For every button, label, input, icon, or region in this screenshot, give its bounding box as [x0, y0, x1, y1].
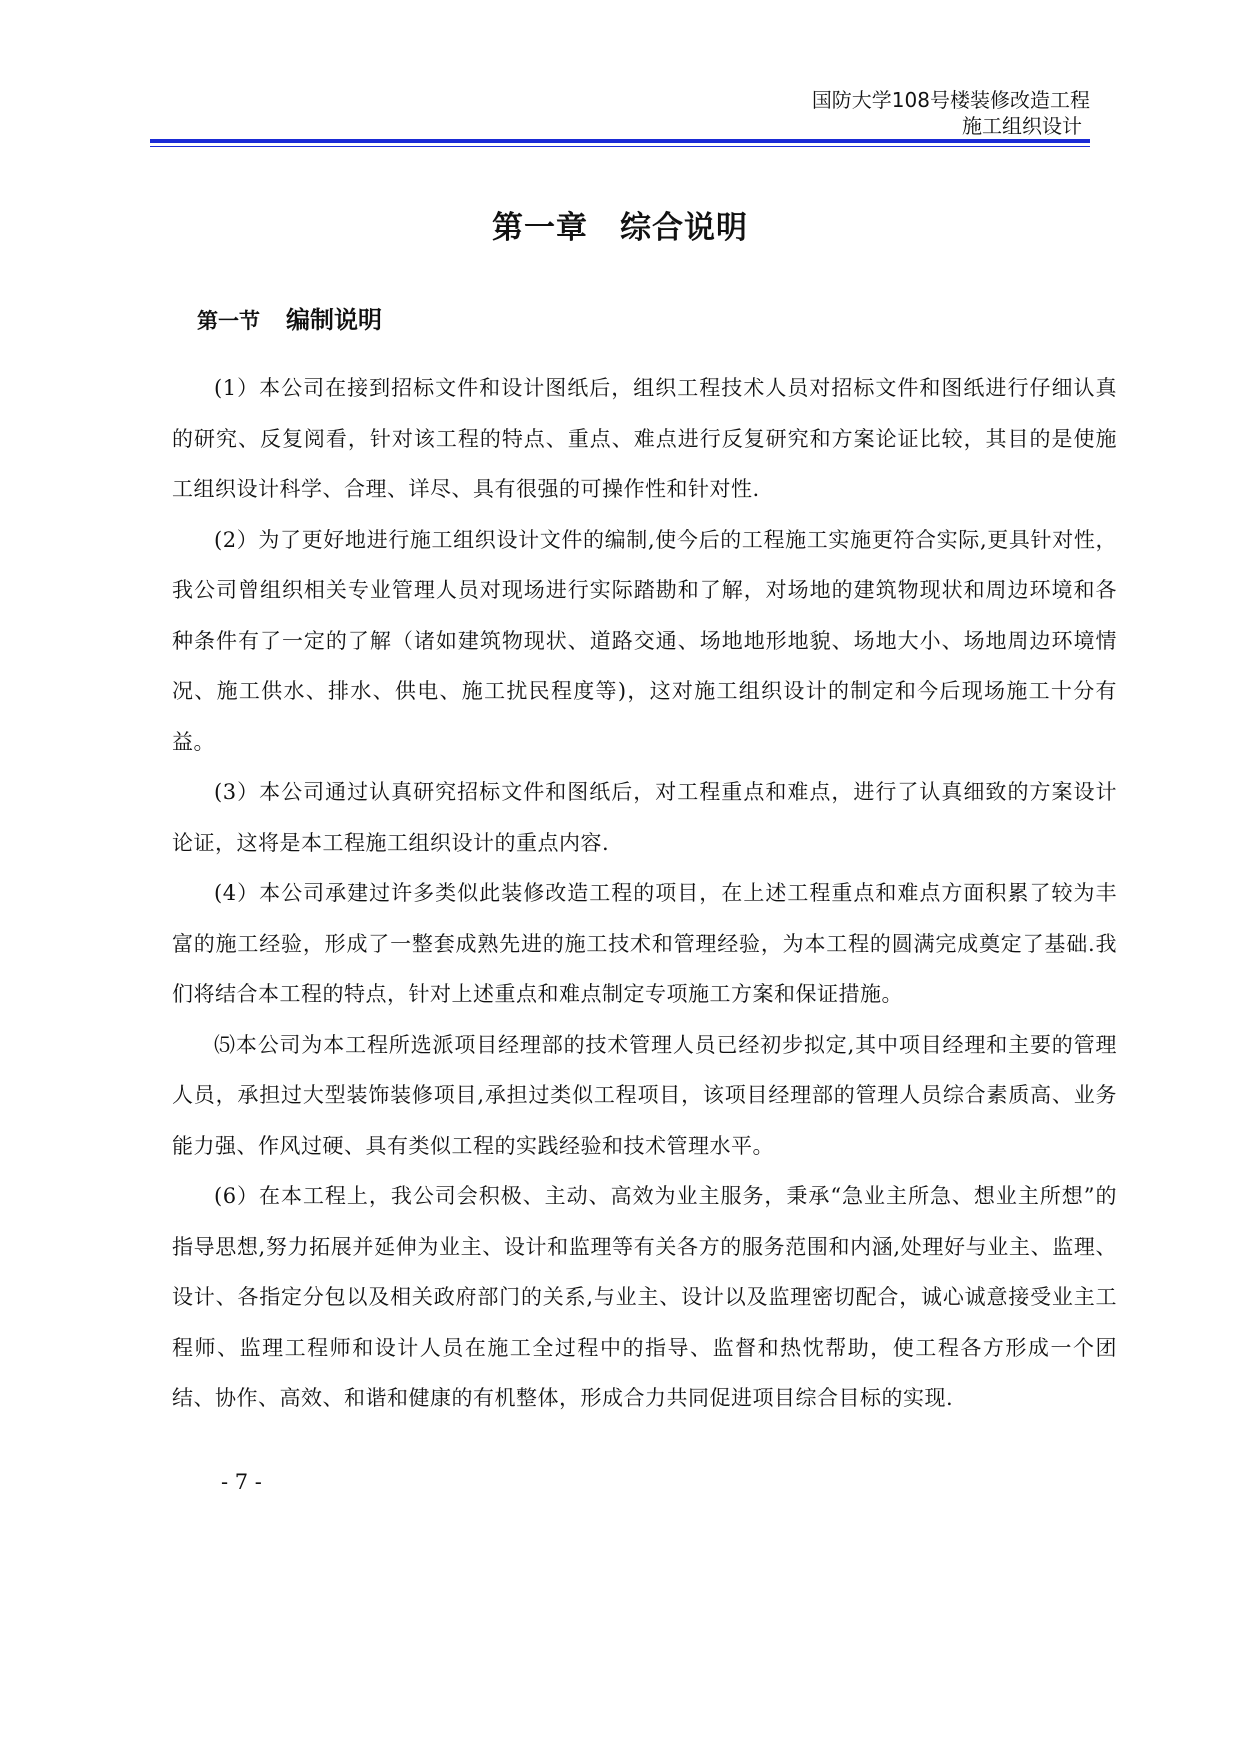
- header-project-name: 国防大学108号楼装修改造工程: [811, 88, 1090, 112]
- page-number: - 7 -: [221, 1470, 262, 1494]
- paragraph-5: ⑸本公司为本工程所选派项目经理部的技术管理人员已经初步拟定,其中项目经理和主要的管理人员，承担过大型装饰装修项目,承担过类似工程项目，该项目经理部的管理人员综合素质高、业务能力强、作风过硬、具有类似工程的实践经验和技术管理水平。: [172, 1032, 1117, 1158]
- paragraph-3: (3）本公司通过认真研究招标文件和图纸后，对工程重点和难点，进行了认真细致的方案设计论证，这将是本工程施工组织设计的重点内容.: [172, 780, 1117, 855]
- section-title: 编制说明: [286, 306, 382, 334]
- section-heading: [197, 302, 382, 339]
- section-number: 第一节: [197, 309, 260, 333]
- page-header: [150, 86, 1090, 138]
- paragraph-2: (2）为了更好地进行施工组织设计文件的编制,使今后的工程施工实施更符合实际,更具针对性，我公司曾组织相关专业管理人员对现场进行实际踏勘和了解，对场地的建筑物现状和周边环境和各种条件有了一定的了解（诸如建筑物现状、道路交通、场地地形地貌、场地大小、场地周边环境情况、施工供水、排水、供电、施工扰民程度等)，这对施工组织设计的制定和今后现场施工十分有益。: [172, 527, 1117, 754]
- body-text: [172, 363, 1117, 1424]
- header-rule-thin: [150, 146, 1090, 147]
- paragraph-6: (6）在本工程上，我公司会积极、主动、高效为业主服务，秉承“急业主所急、想业主所想”的指导思想,努力拓展并延伸为业主、设计和监理等有关各方的服务范围和内涵,处理好与业主、监理、设计、各指定分包以及相关政府部门的关系,与业主、设计以及监理密切配合，诚心诚意接受业主工程师、监理工程师和设计人员在施工全过程中的指导、监督和热忱帮助，使工程各方形成一个团结、协作、高效、和谐和健康的有机整体，形成合力共同促进项目综合目标的实现.: [172, 1184, 1117, 1410]
- chapter-title: 第一章 综合说明: [492, 210, 748, 246]
- paragraph-1: (1）本公司在接到招标文件和设计图纸后，组织工程技术人员对招标文件和图纸进行仔细认真的研究、反复阅看，针对该工程的特点、重点、难点进行反复研究和方案论证比较，其目的是使施工组织设计科学、合理、详尽、具有很强的可操作性和针对性.: [172, 376, 1117, 501]
- header-document-type: 施工组织设计: [962, 114, 1082, 138]
- header-rule-thick: [150, 139, 1090, 143]
- paragraph-4: (4）本公司承建过许多类似此装修改造工程的项目，在上述工程重点和难点方面积累了较为丰富的施工经验，形成了一整套成熟先进的施工技术和管理经验，为本工程的圆满完成奠定了基础.我们将结合本工程的特点，针对上述重点和难点制定专项施工方案和保证措施。: [172, 881, 1117, 1006]
